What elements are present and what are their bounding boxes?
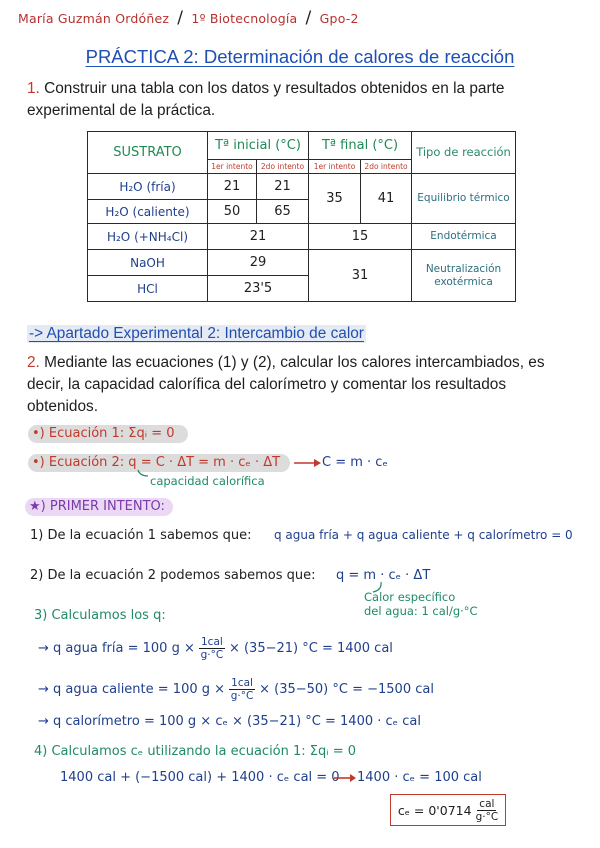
step-1-equation: q agua fría + q agua caliente + q calorímetro = 0 xyxy=(274,528,573,542)
step-2-equation: q = m · cₑ · ΔT xyxy=(336,568,431,583)
primer-intento-heading: ★) PRIMER INTENTO: xyxy=(29,499,165,514)
cell-fria-ti1: 21 xyxy=(208,174,257,200)
row-label-nh4cl: H₂O (+NH₄Cl) xyxy=(88,224,208,250)
question-1-number: 1. xyxy=(27,80,40,97)
step-3-intro: 3) Calculamos los q: xyxy=(34,608,166,623)
section-heading: -> Apartado Experimental 2: Intercambio de calor xyxy=(29,325,364,342)
header-t-final: Tª final (°C) xyxy=(309,132,412,160)
calc-1-rhs: × (35−21) °C = 1400 cal xyxy=(228,641,393,656)
calc-3: → q calorímetro = 100 g × cₑ × (35−21) °C = 1400 · cₑ cal xyxy=(38,714,421,729)
header-intento-1: 1er intento xyxy=(208,160,257,174)
cell-equilibrio-tipo: Equilibrio térmico xyxy=(412,174,516,224)
equation-2-note: capacidad calorífica xyxy=(150,474,265,488)
arrow-head xyxy=(350,774,356,782)
note-bracket xyxy=(138,470,148,476)
header-t-inicial: Tª inicial (°C) xyxy=(208,132,309,160)
final-result-value: cₑ = 0'0714 xyxy=(397,802,472,818)
calc-2-rhs: × (35−50) °C = −1500 cal xyxy=(259,682,434,697)
cell-equilibrio-tf2: 41 xyxy=(361,174,412,224)
cell-caliente-ti2: 65 xyxy=(257,200,309,224)
step-1-intro: 1) De la ecuación 1 sabemos que: xyxy=(30,528,252,543)
final-result-units: $\frac{\text{cal}}{g\cdot^\circ C}$ xyxy=(475,797,499,823)
cell-nh4cl-tipo: Endotérmica xyxy=(412,224,516,250)
cell-equilibrio-tf1: 35 xyxy=(309,174,361,224)
row-label-fria: H₂O (fría) xyxy=(88,174,208,200)
header-sustrato: SUSTRATO xyxy=(88,132,208,174)
equation-2-result: C = m · cₑ xyxy=(322,455,388,470)
question-1-text: Construir una tabla con los datos y resultados obtenidos en la parte experimental de la práctica. xyxy=(27,80,505,119)
step-4-equation: 1400 cal + (−1500 cal) + 1400 · cₑ cal = 0 xyxy=(60,770,340,785)
step-4-result: 1400 · cₑ = 100 cal xyxy=(357,770,482,785)
cell-fria-ti2: 21 xyxy=(257,174,309,200)
header-intento-1: 1er intento xyxy=(309,160,361,174)
author-name: María Guzmán Ordóñez xyxy=(18,11,170,26)
row-label-hcl: HCl xyxy=(88,276,208,302)
calc-2-lhs: → q agua caliente = 100 g × xyxy=(38,682,226,697)
step-4-intro: 4) Calculamos cₑ utilizando la ecuación 1: Σqᵢ = 0 xyxy=(34,744,357,759)
header-separator: / xyxy=(177,8,184,28)
header-intento-2: 2do intento xyxy=(257,160,309,174)
step-2-intro: 2) De la ecuación 2 podemos sabemos que: xyxy=(30,568,316,583)
question-2-number: 2. xyxy=(27,354,40,371)
row-label-naoh: NaOH xyxy=(88,250,208,276)
header-tipo-reaccion: Tipo de reacción xyxy=(412,132,516,174)
arrow-head xyxy=(314,459,321,467)
calc-1-lhs: → q agua fría = 100 g × xyxy=(38,641,195,656)
step-2-note-2: del agua: 1 cal/g·°C xyxy=(364,604,478,618)
course-name: 1º Biotecnología xyxy=(191,11,298,26)
calc-2-fraction: $\frac{\text{1cal}}{g\cdot^\circ C}$ xyxy=(230,677,254,702)
equation-1: •) Ecuación 1: Σqᵢ = 0 xyxy=(32,426,175,441)
equation-2: •) Ecuación 2: q = C · ΔT = m · cₑ · ΔT xyxy=(32,455,281,470)
cell-caliente-ti1: 50 xyxy=(208,200,257,224)
cell-neutral-tipo: Neutralización exotérmica xyxy=(412,250,516,302)
question-2-text: Mediante las ecuaciones (1) y (2), calcular los calores intercambiados, es decir, la capacidad calorífica del calorímetro y comentar los resultados obtenidos. xyxy=(27,354,545,415)
cell-hcl-ti: 23'5 xyxy=(208,276,309,302)
cell-nh4cl-tf: 15 xyxy=(309,224,412,250)
step-2-note-1: Calor específico xyxy=(364,590,456,604)
page-title: PRÁCTICA 2: Determinación de calores de reacción xyxy=(85,46,515,67)
note-bracket xyxy=(373,582,381,592)
cell-naoh-ti: 29 xyxy=(208,250,309,276)
row-label-caliente: H₂O (caliente) xyxy=(88,200,208,224)
cell-nh4cl-ti: 21 xyxy=(208,224,309,250)
calc-1-fraction: $\frac{\text{1cal}}{g\cdot^\circ C}$ xyxy=(200,636,224,661)
group-name: Gpo-2 xyxy=(319,11,359,26)
header-separator: / xyxy=(305,8,312,28)
cell-neutral-tf: 31 xyxy=(309,250,412,302)
header-intento-2: 2do intento xyxy=(361,160,412,174)
